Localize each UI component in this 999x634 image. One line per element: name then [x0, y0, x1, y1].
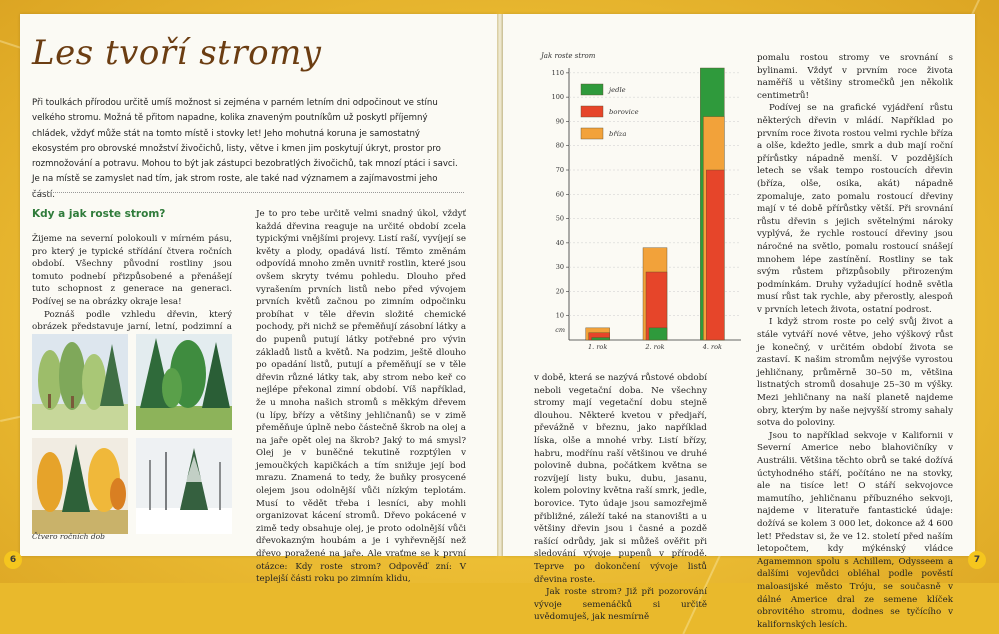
- text-column-4: [757, 52, 953, 631]
- chart-bar: [592, 338, 610, 340]
- paragraph: Poznáš podle vzhledu dřevin, který obrázek představuje jarní, letní, podzimní a: [32, 309, 232, 333]
- chart-y-tick-label: 70: [555, 166, 564, 174]
- chart-x-tick-label: 1. rok: [588, 343, 608, 351]
- chart-bars: [586, 68, 725, 340]
- growth-chart: [535, 50, 745, 365]
- chart-x-tick-label: 2. rok: [645, 343, 665, 351]
- paragraph: Podívej se na grafické vyjádření růstu některých dřevin v mládí. Například po prvním roce života rostou velmi rychle bříza a olše, kdežto jedle, smrk a dub mají roční přírůstky nápadně menší. V pozdějších letech se však tempo rostoucích dřevin (bříza, olše, osika, akát) nápadně zpomaluje, zato pomalu rostoucí dřeviny mají v té době přírůstky větší. Při srovnání růstu dřevin s jejich světelnými nároky vyplývá, že rychle rostoucí dřeviny jsou náročné na světlo, pomalu rostoucí snášejí mnohem lépe zastínění. Rostliny se tak svým růstem přizpůsobily přirozeným podmínkám. Druhy vyžadující hodně světla musí růst tak rychle, aby přerostly, alespoň v prvních letech života, ostatní podrost.: [757, 103, 953, 315]
- page-number-left: 6: [4, 551, 22, 569]
- section-heading: Kdy a jak roste strom?: [32, 208, 166, 220]
- page-number-right: 7: [968, 551, 986, 569]
- paragraph: pomalu rostou stromy ve srovnání s bylinami. Vždyť v prvním roce života naměříš u většiny stromečků jen několik centimetrů!: [757, 53, 953, 101]
- chart-y-tick-label: 10: [555, 311, 564, 320]
- chart-y-tick-label: 110: [551, 68, 564, 77]
- intro-paragraph: Při toulkách přírodou určitě umíš možnost si zejména v parném letním dni odpočinout ve stínu velkého stromu. Možná tě přitom napadne, kolika znaveným poutníkům už poskytl příjemný chládek, vždyť může stát na tomto místě i stovky let! Jeho mohutná koruna je samostatný ekosystém pro obrovské množství živočichů, listy, větve i kmen jim poskytují úkryt, prostor pro rozmnožování a potravu. Mohou to být jak zástupci bezobratlých živočichů, tak mnozí ptáci i savci. Je na místě se zamyslet nad tím, jak strom roste, ale také nad významem a zajímavostmi jeho částí.: [32, 98, 458, 200]
- page-title: Les tvoří stromy: [32, 33, 322, 73]
- legend-swatch: [581, 84, 603, 95]
- chart-bar: [706, 170, 724, 340]
- paragraph: Je to pro tebe určitě velmi snadný úkol, vždyť každá dřevina reaguje na určité období zcela typickými vnějšími projevy. Listí raší, vyvíjejí se květy a plody, opadává listí. Těmto změnám odpovídá mnoho změn uvnitř rostlin, které jsou ovšem skryty tvému pohledu. Dlouho před vyrašením prvních listů nebo před vývojem prvních květů začnou po zimním odpočinku probíhat v těle dřevin složité chemické pochody, při nichž se přeměňují zásobní látky a do pupenů putují látky potřebné pro vývin základů listů a květů. Na podzim, ještě dlouho po opadání listů, putují a přeměňují se v těle dřevin různé látky tak, aby strom nebo keř co nejlépe překonal zimní období. Víš například, že u mnoha našich stromů s měkkým dřevem (u lípy, břízy a většiny jehličnanů) se v zimě přeměňuje úplně nebo částečně škrob na olej a na jaře opět olej na škrob? Jaký to má smysl? Olej je v buněčné tekutině rozptýlen v jemoučkých kapičkách a tím snižuje její bod mrazu. Znamená to tedy, že buňky prosycené olejem jsou odolnější vůči nízkým teplotám. Musí to vědět třeba i lesníci, aby mohli organizovat kácení stromů. Dřevo pokácené v zimě tedy obsahuje olej, je proto odolnější vůči dřevokazným houbám a je i vyhřevnější než dřevo poražené na jaře. Ale vraťme se k první otázce: Kdy roste strom? Odpověď zní: V teplejší části roku po zimním klidu,: [256, 209, 466, 585]
- chart-y-tick-label: 30: [555, 263, 564, 272]
- section-divider: [32, 192, 464, 193]
- text-column-1: [32, 233, 232, 346]
- chart-y-tick-label: 100: [551, 93, 564, 102]
- legend-label: borovice: [609, 108, 639, 116]
- chart-y-tick-label: 40: [555, 238, 564, 247]
- chart-legend: [581, 84, 639, 139]
- chart-y-ticks: [552, 69, 565, 334]
- paragraph: Jak roste strom? Již při pozorování vývoje semenáčků si určitě uvědomuješ, jak nesmírně: [534, 587, 707, 623]
- paragraph: Jsou to například sekvoje v Kalifornii v Severní Americe nebo blahovičníky v Austrálii. Většina těchto obrů se také dožívá úctyhodného stáří, počítáno ne na stovky, ale na tisíce let! O stáří sekvojovce mamutího, jehličnanu příbuzného sekvoji, najdeme v literatuře fantastické údaje: dožívá se kolem 3 000 let, dokonce až 4 600 let! Představ si, že ve 12. století před naším letopočtem, kdy mýkénský vládce Agamemnon spolu s Achillem, Odysseem a dalšími vojevůdci obléhal podle pověstí maloasijské město Tróju, se současně v dálné Americe dral ze semene klíček obrovitého stromu, dodnes se tyčícího v kalifornských lesích.: [757, 430, 953, 630]
- paragraph: Žijeme na severní polokouli v mírném pásu, pro který je typické střídání čtvera ročních období. Všechny původní rostliny jsou tomuto podnebí přizpůsobené a přenášejí tuto schopnost z generace na generaci. Podívej se na obrázky okraje lesa!: [32, 234, 232, 307]
- legend-swatch: [581, 128, 603, 139]
- chart-y-tick-label: 50: [555, 214, 564, 223]
- summer-forest-image: [136, 334, 232, 430]
- chart-y-tick-label: 80: [555, 141, 564, 150]
- winter-forest-image: [136, 438, 232, 534]
- text-column-2: [256, 208, 466, 586]
- chart-title: Jak roste strom: [541, 52, 596, 60]
- paragraph: v době, která se nazývá růstové období neboli vegetační doba. Ne všechny stromy mají vegetační dobu stejně dlouhou. Některé kvetou v předjaří, převážně v březnu, jako například líska, olše a mnohé vrby. Listí břízy, habru, modřínu raší většinou ve druhé polovině dubna, počátkem května se rozvíjejí listy buku, dubu, jasanu, kolem poloviny května raší smrk, jedle, borovice. Tyto údaje jsou samozřejmě přibližné, záleží také na stanovišti a u většiny dřevin jsou i časné a pozdě rašící odrůdy, jak si můžeš ověřit při sledování vývoje pupenů v přírodě. Teprve po dokončení vývoje listů dřevina roste.: [534, 373, 707, 585]
- chart-bar: [649, 328, 667, 340]
- chart-y-tick-label: 90: [555, 117, 564, 126]
- chart-y-tick-label: 60: [555, 190, 564, 199]
- chart-x-tick-label: 4. rok: [702, 343, 722, 351]
- photo-caption: Čtvero ročních dob: [32, 532, 105, 541]
- legend-swatch: [581, 106, 603, 117]
- legend-label: jedle: [609, 86, 626, 94]
- chart-y-unit: cm: [555, 326, 565, 334]
- seasons-photo-grid: [32, 334, 232, 534]
- spring-forest-image: [32, 334, 128, 430]
- chart-y-tick-label: 20: [555, 287, 564, 296]
- text-column-3: [534, 372, 707, 624]
- legend-label: bříza: [609, 130, 627, 138]
- autumn-forest-image: [32, 438, 128, 534]
- paragraph: I když strom roste po celý svůj život a stále vytváří nové větve, jeho výškový růst je konečný, v určitém období života se zastaví. K našim stromům nejvýše vyrostou jehličnany, průměrně 30–50 m, většina listnatých stromů dosahuje 25–30 m výšky. Mezi jehličnany na naší planetě najdeme obry, kterým by naše nejvyšší stromy sahaly sotva do poloviny.: [757, 317, 953, 429]
- chart-x-labels: [588, 343, 722, 351]
